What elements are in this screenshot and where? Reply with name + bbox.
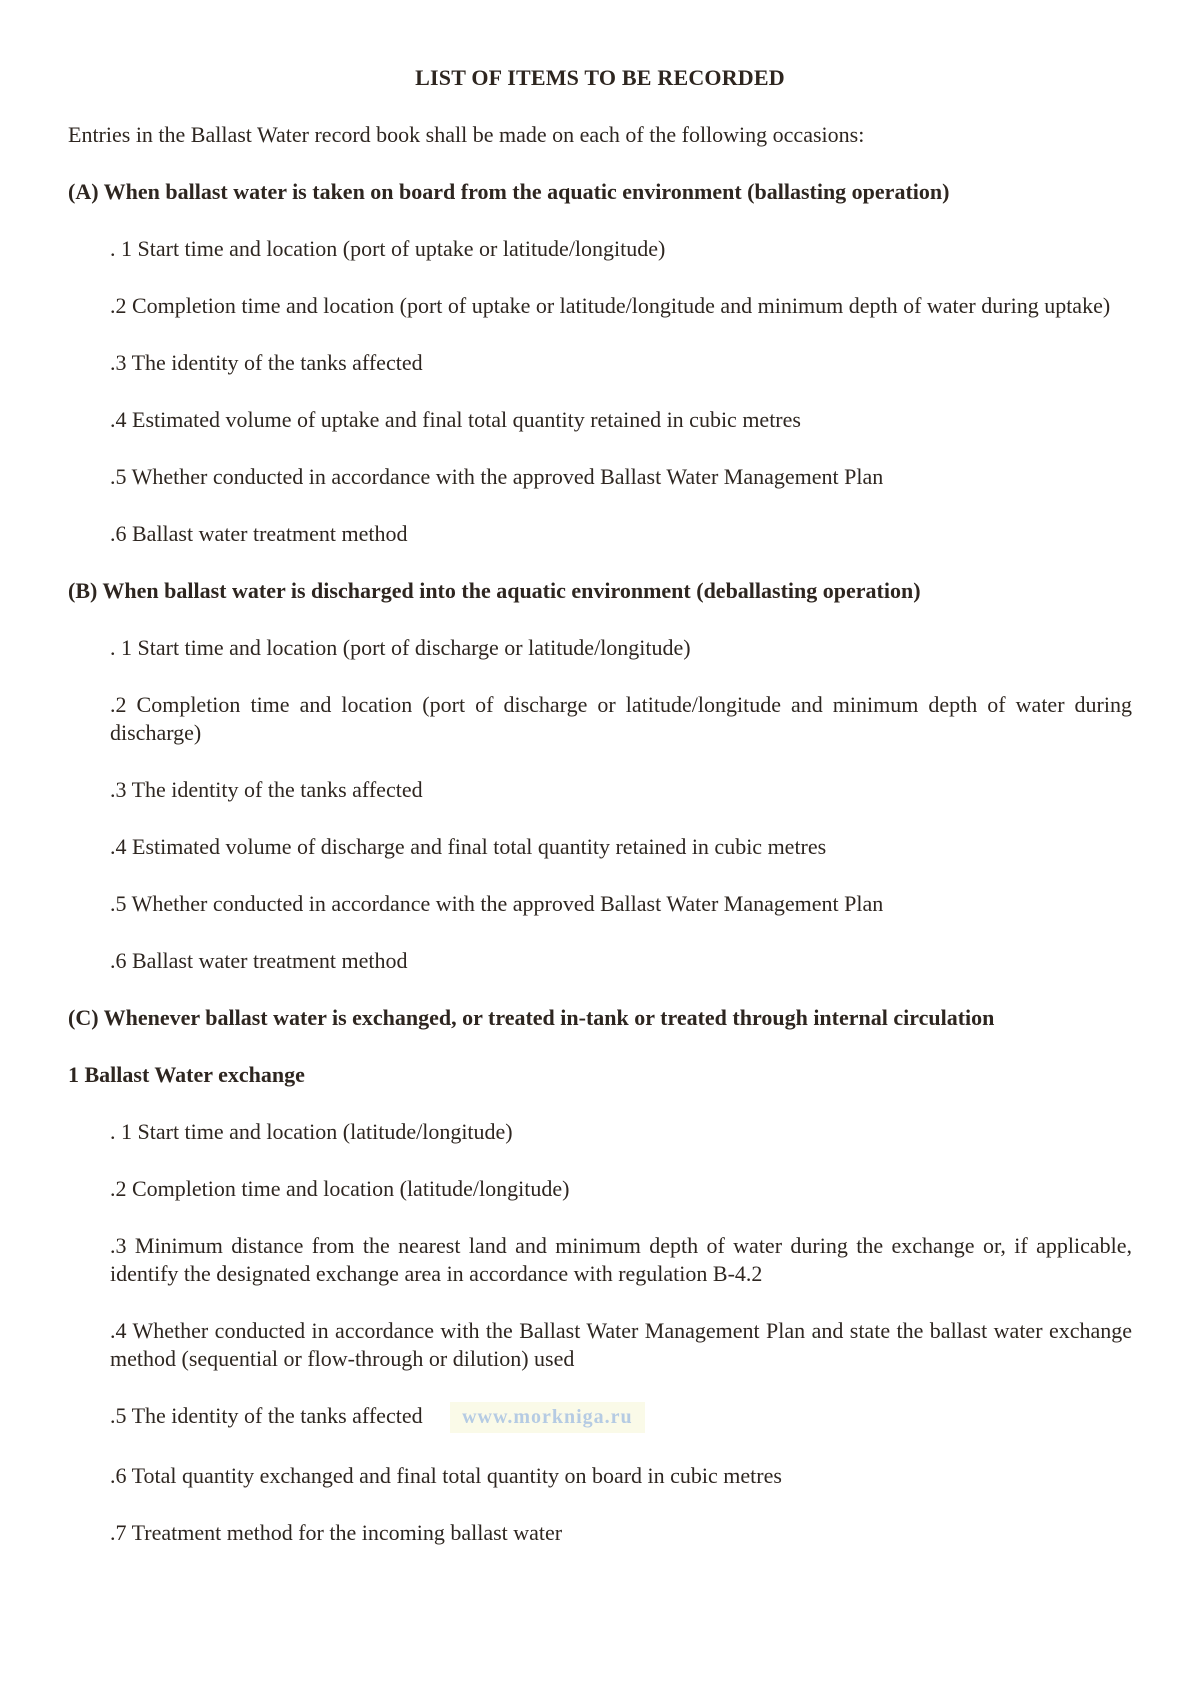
list-item: .6 Total quantity exchanged and final total quantity on board in cubic metres bbox=[110, 1463, 782, 1488]
list-item: .3 The identity of the tanks affected bbox=[110, 777, 423, 802]
list-item: .2 Completion time and location (port of uptake or latitude/longitude and minimum depth of water during uptake) bbox=[110, 293, 1111, 318]
list-item: .2 Completion time and location (port of discharge or latitude/longitude and minimum depth of water during discharge) bbox=[110, 692, 1132, 745]
list-item: .5 Whether conducted in accordance with the approved Ballast Water Management Plan bbox=[110, 891, 884, 916]
list-item: .3 Minimum distance from the nearest land and minimum depth of water during the exchange or, if applicable, identify the designated exchange area in accordance with regulation B-4.2 bbox=[110, 1233, 1132, 1286]
intro-paragraph: Entries in the Ballast Water record book shall be made on each of the following occasions: bbox=[68, 122, 865, 147]
watermark: www.morkniga.ru bbox=[450, 1402, 645, 1433]
list-item: . 1 Start time and location (port of discharge or latitude/longitude) bbox=[110, 635, 691, 660]
list-item: .4 Estimated volume of uptake and final total quantity retained in cubic metres bbox=[110, 407, 801, 432]
list-item bbox=[110, 1402, 1132, 1433]
list-item: .4 Estimated volume of discharge and final total quantity retained in cubic metres bbox=[110, 834, 827, 859]
list-item: .7 Treatment method for the incoming ballast water bbox=[110, 1520, 563, 1545]
section-b-heading: (B) When ballast water is discharged into the aquatic environment (deballasting operation) bbox=[68, 578, 921, 603]
section-c-subheading: 1 Ballast Water exchange bbox=[68, 1062, 305, 1087]
list-item: .5 Whether conducted in accordance with the approved Ballast Water Management Plan bbox=[110, 464, 884, 489]
list-item: .6 Ballast water treatment method bbox=[110, 948, 408, 973]
list-item: .4 Whether conducted in accordance with the Ballast Water Management Plan and state the ballast water exchange method (sequential or flow-through or dilution) used bbox=[110, 1318, 1132, 1371]
page-title: LIST OF ITEMS TO BE RECORDED bbox=[415, 65, 785, 90]
list-item: . 1 Start time and location (latitude/longitude) bbox=[110, 1119, 513, 1144]
section-c-heading: (C) Whenever ballast water is exchanged, or treated in-tank or treated through internal circulation bbox=[68, 1005, 995, 1030]
section-a-heading: (A) When ballast water is taken on board from the aquatic environment (ballasting operation) bbox=[68, 179, 950, 204]
list-item: .3 The identity of the tanks affected bbox=[110, 350, 423, 375]
list-item: .6 Ballast water treatment method bbox=[110, 521, 408, 546]
list-item: . 1 Start time and location (port of uptake or latitude/longitude) bbox=[110, 236, 666, 261]
list-item: .2 Completion time and location (latitude/longitude) bbox=[110, 1176, 570, 1201]
list-item-text: .5 The identity of the tanks affected bbox=[110, 1403, 423, 1428]
